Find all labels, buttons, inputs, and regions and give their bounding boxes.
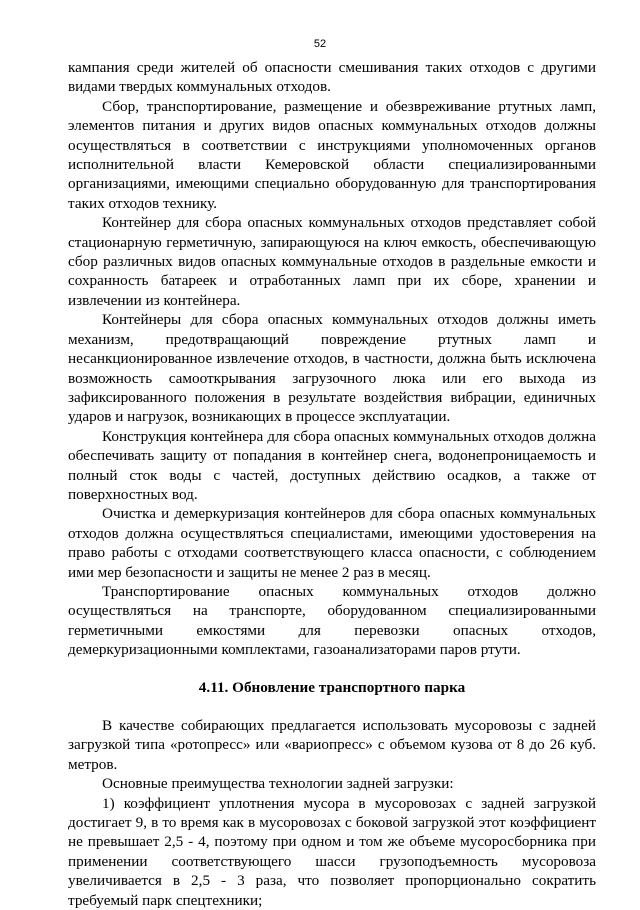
paragraph-garbage-trucks: В качестве собирающих предлагается использовать мусоровозы с задней загрузкой типа «ротопресс» или «вариопресс» с объемом кузова от 8 до 26 куб. метров. [68,717,596,773]
paragraph-container-mechanism: Контейнеры для сбора опасных коммунальных отходов должны иметь механизм, предотвращающий повреждение ртутных ламп и несанкционированное извлечение отходов, в частности, должна быть исключена возможность самооткрывания загрузочного люка или его выхода из зафиксированного положения в результате воздействия вибрации, единичных ударов и нагрузок, возникающих в процессе эксплуатации. [68,311,596,426]
paragraph-transportation: Транспортирование опасных коммунальных отходов должно осуществляться на транспорте, оборудованном специализированными герметичными емкостями для перевозки опасных отходов, демеркуризационными комплектами, газоанализаторами паров ртути. [68,582,596,659]
paragraph-advantages-intro: Основные преимущества технологии задней загрузки: [102,775,454,793]
list-item-compaction: 1) коэффициент уплотнения мусора в мусоровозах с задней загрузкой достигает 9, в то время как в мусоровозах с боковой загрузкой этот коэффициент не превышает 2,5 - 4, поэтому при одном и том же объеме мусоросборника при применении соответствующего шасси грузоподъемность мусоровоза увеличивается в 2,5 - 3 раза, что позволяет пропорционально сократить требуемый парк спецтехники; [68,794,596,909]
paragraph-container-description: Контейнер для сбора опасных коммунальных отходов представляет собой стационарную герметичную, запирающуюся на ключ емкость, обеспечивающую сбор различных видов опасных коммунальные отходов в раздельные емкости и сохранность батареек и отработанных ламп при их сборе, хранении и извлечении из контейнера. [68,214,596,309]
section-heading: 4.11. Обновление транспортного парка [198,678,466,696]
paragraph-collection-rules: Сбор, транспортирование, размещение и обезвреживание ртутных ламп, элементов питания и других видов опасных коммунальных отходов должны осуществляться в соответствии с инструкциями уполномоченных органов исполнительной власти Кемеровской области специализированными организациями, имеющими специально оборудованную для транспортирования таких отходов технику. [68,97,596,212]
paragraph-continuation: кампания среди жителей об опасности смешивания таких отходов с другими видами твердых коммунальных отходов. [68,59,596,96]
paragraph-container-construction: Конструкция контейнера для сбора опасных коммунальных отходов должна обеспечивать защиту от попадания в контейнер снега, водонепроницаемость и полный сток воды с частей, доступных действию осадков, а также от поверхностных вод. [68,427,596,503]
page-number: 52 [313,38,327,50]
document-body [68,58,596,910]
paragraph-demercurization: Очистка и демеркуризация контейнеров для сбора опасных коммунальных отходов должна осуществляться специалистами, имеющими удостоверения на право работы с отходами соответствующего класса опасности, с соблюдением ими мер безопасности и защиты не менее 2 раз в месяц. [68,505,596,581]
